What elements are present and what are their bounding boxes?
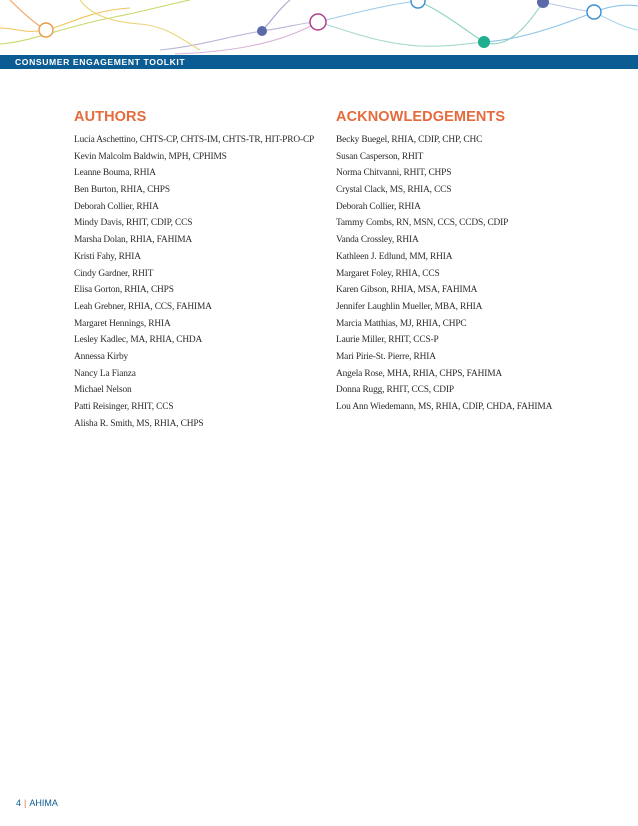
authors-list: [74, 134, 324, 430]
list-item: Mari Pirie-St. Pierre, RHIA: [336, 351, 436, 362]
ring-node-magenta: [310, 14, 326, 30]
footer-separator: |: [24, 798, 27, 808]
list-item: Leanne Bouma, RHIA: [74, 168, 156, 179]
list-item: Mindy Davis, RHIT, CDIP, CCS: [74, 218, 193, 229]
list-item: Kevin Malcolm Baldwin, MPH, CPHIMS: [74, 151, 227, 162]
list-item: Deborah Collier, RHIA: [336, 201, 421, 212]
list-item: Leah Grebner, RHIA, CCS, FAHIMA: [74, 301, 212, 312]
list-item: Margaret Foley, RHIA, CCS: [336, 268, 440, 279]
list-item: Michael Nelson: [74, 385, 132, 396]
acknowledgements-list: [336, 134, 626, 413]
list-item: Kathleen J. Edlund, MM, RHIA: [336, 251, 453, 262]
page-footer: [16, 797, 58, 809]
list-item: Angela Rose, MHA, RHIA, CHPS, FAHIMA: [336, 368, 503, 379]
list-item: Kristi Fahy, RHIA: [74, 251, 141, 262]
list-item: Elisa Gorton, RHIA, CHPS: [74, 285, 174, 296]
list-item: Donna Rugg, RHIT, CCS, CDIP: [336, 385, 454, 396]
list-item: Cindy Gardner, RHIT: [74, 268, 154, 279]
list-item: Jennifer Laughlin Mueller, MBA, RHIA: [336, 301, 483, 312]
list-item: Tammy Combs, RN, MSN, CCS, CCDS, CDIP: [336, 218, 509, 229]
ring-node-orange: [39, 23, 53, 37]
acknowledgements-column: [336, 108, 626, 418]
ring-node-blue-right: [587, 5, 601, 19]
list-item: Margaret Hennings, RHIA: [74, 318, 171, 329]
list-item: Vanda Crossley, RHIA: [336, 235, 419, 246]
list-item: Lou Ann Wiedemann, MS, RHIA, CDIP, CHDA, FAHIMA: [336, 402, 553, 412]
list-item: Marcia Matthias, MJ, RHIA, CHPC: [336, 318, 467, 329]
list-item: Laurie Miller, RHIT, CCS-P: [336, 335, 439, 346]
list-item: Patti Reisinger, RHIT, CCS: [74, 402, 174, 412]
dot-node-navy: [257, 26, 267, 36]
dot-node-teal: [478, 36, 490, 48]
authors-column: [74, 108, 324, 434]
list-item: Annessa Kirby: [74, 351, 129, 362]
list-item: Norma Chitvanni, RHIT, CHPS: [336, 168, 452, 179]
section-banner: [0, 55, 638, 69]
list-item: Nancy La Fianza: [74, 368, 136, 379]
acknowledgements-heading: ACKNOWLEDGEMENTS: [336, 109, 506, 125]
list-item: Alisha R. Smith, MS, RHIA, CHPS: [74, 418, 204, 429]
list-item: Ben Burton, RHIA, CHPS: [74, 185, 170, 196]
list-item: Crystal Clack, MS, RHIA, CCS: [336, 185, 452, 196]
footer-org: AHIMA: [29, 798, 58, 808]
list-item: Susan Casperson, RHIT: [336, 151, 424, 162]
ring-node-blue-top: [411, 0, 425, 8]
header-network-graphic: [0, 0, 638, 56]
page-number: 4: [16, 798, 22, 808]
list-item: Deborah Collier, RHIA: [74, 201, 159, 212]
list-item: Marsha Dolan, RHIA, FAHIMA: [74, 235, 193, 246]
list-item: Karen Gibson, RHIA, MSA, FAHIMA: [336, 285, 478, 296]
list-item: Becky Buegel, RHIA, CDIP, CHP, CHC: [336, 135, 483, 145]
list-item: Lucia Aschettino, CHTS-CP, CHTS-IM, CHTS-TR, HIT-PRO-CP: [74, 135, 315, 145]
list-item: Lesley Kadlec, MA, RHIA, CHDA: [74, 335, 203, 346]
section-label: CONSUMER ENGAGEMENT TOOLKIT: [15, 57, 186, 67]
dot-node-navy-top: [537, 0, 549, 8]
authors-heading: AUTHORS: [74, 109, 147, 125]
